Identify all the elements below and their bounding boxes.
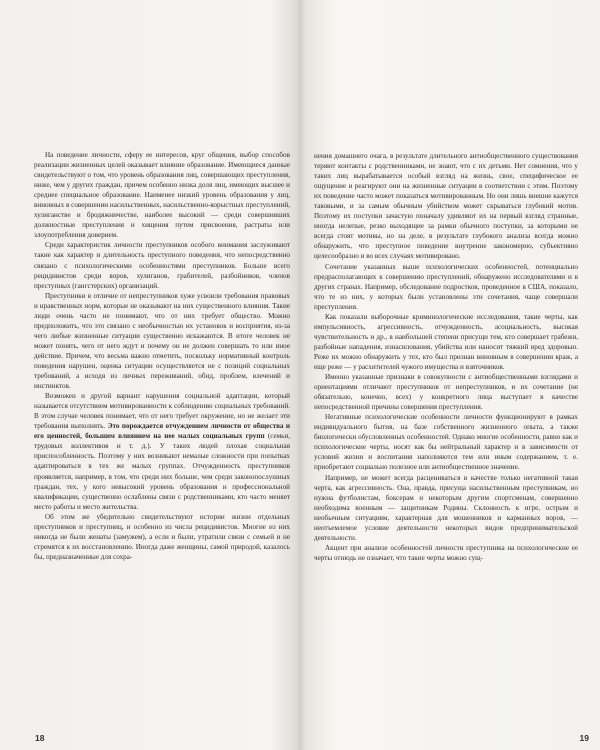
paragraph: Акцент при анализе особенностей личности преступника на психологические ее черты отнюдь не означает, что такие черты можно сущ- bbox=[314, 543, 578, 562]
paragraph: Сочетание указанных выше психологических особенностей, потенциально предрасполагающих к совершению преступлений, обнаружено исследователями и в других странах. Например, обследование подростков, проведенное в США, показало, что те из них, у которых были установлены эти сочетания, чаще совершали преступления. bbox=[314, 262, 578, 311]
left-text-column bbox=[34, 150, 290, 562]
paragraph-text: Возможен и другой вариант нарушения социальной адаптации, который называется отсутствием мотивированности к соблюдению социальных требований. В этом случае человек понимает, что от него требует окружение, но не желает эти требования выполнять. bbox=[34, 392, 290, 431]
paragraph: нения домашнего очага, в результате длительного антиобщественного существования теряют контакты с родственниками, не знают, что с их детьми. Нет сомнения, что у таких лиц вырабатывается особый взгляд на жизнь, свое, специфическое ее ощущение и реагируют они на жизненные ситуации в соответствии с этим. Поэтому их поведение часто может показаться мотивированным. Но они лишь внешне кажутся таковыми, и за самым обычным убийством может скрываться глубокий мотив. Поэтому их поступки зачастую поначалу удивляют их на первый взгляд странные, иногда нелепые, резко выходящие за рамки обычного поступки, за которыми не всегда стоят мотивы, но на деле, в результате глубокого анализа всегда можно обнаружить, что преступное поведение внутренне закономерно, субъективно целесообразно и во всех случаях мотивировано. bbox=[314, 152, 578, 261]
paragraph: На поведение личности, сферу ее интересов, круг общения, выбор способов реализации жизненных целей оказывает влияние образование. Имеющиеся данные свидетельствуют о том, что уровень образования лиц, совершающих преступления, ниже, чем у других граждан, причем особенно низка доля лиц, имеющих высшее и среднее специальное образование. Наименее низкий уровень образования у лиц, виновных в совершении насильственных, насильственно-корыстных преступлений, хулиганстве и бродяжничестве, наиболее высокий — среди совершивших должностные преступления и хищения путем присвоения, растраты или злоупотребления доверием. bbox=[34, 151, 290, 240]
paragraph: Преступники в отличие от непреступников хуже усвоили требования правовых и нравственных норм, которые не оказывают на них существенного влияния. Такие люди очень часто не понимают, что от них требует общество. Можно предположить, что это связано с необычностью их установок и восприятия, из-за чего любые жизненные ситуации существенно искажаются. В итоге человек не может понять, чего от него ждут и почему он не должен совершать то или иное действие. Причем, что весьма важно отметить, поскольку нормативный контроль поведения нарушен, оценка ситуации осуществляется не с позиций социальных требований, а исходя из личных переживаний, обид, проблем, влечений и инстинктов. bbox=[34, 291, 290, 391]
paragraph: Среди характеристик личности преступников особого внимания заслуживают такие как характер и длительность преступного поведения, что непосредственно связано с психологическими особенностями преступников. Больше всего рецидивистов среди воров, хулиганов, грабителей, разбойников, членов преступных (гангстерских) организаций. bbox=[34, 241, 290, 290]
paragraph-text: (семьи, трудовых коллективов и т. д.). У таких людей плохая социальная приспособленность. Поэтому у них возникают немалые сложности при попытках адаптироваться в тех же малых группах. Отчужденность преступников проявляется, например, в том, что среди них больше, чем среди законопослушных граждан, тех, у кого невысокий уровень образования и профессиональной квалификации, существенно ослаблены связи с родственниками, кто часто меняет место работы и место жительства. bbox=[34, 432, 290, 511]
paragraph: Например, не может всегда расцениваться в качестве только негативной такая черта, как агрессивность. Она, правда, присуща насильственным преступникам, но нужна футболистам, боксерам и некоторым другим спортсменам, совершенно необходима военным — защитникам Родины. Склонность к игре, острым и необычным ситуациям, характерная для мошенников и карманных воров, — неотъемлемое условие деятельности некоторых видов предпринимательской деятельности. bbox=[314, 473, 578, 542]
paragraph bbox=[34, 391, 290, 512]
page-number: 19 bbox=[579, 733, 589, 743]
paragraph: Именно указанные признаки в совокупности с антиобщественными взглядами и ориентациями отличают преступников от непреступников, и их сочетание (не обязательно, конечно, всех) у конкретного лица выступает в качестве непосредственной причины совершения преступления. bbox=[314, 373, 578, 412]
bold-emphasis: Это порождается отчуждением личности от общества и его ценностей, большим влиянием на нее малых социальных групп bbox=[34, 422, 291, 441]
page-number: 18 bbox=[35, 733, 45, 743]
right-text-column bbox=[314, 151, 578, 563]
paragraph: Об этом же убедительно свидетельствуют истории жизни отдельных преступников и преступниц, и особенно из числа рецидивистов. Многие из них никогда не были женаты (замужем), а если и были, утратили связи с семьей и не стремятся к их восстановлению. Иногда даже женщины, самой природой, казалось бы, предназначенные для сохра- bbox=[34, 512, 290, 561]
right-page bbox=[300, 0, 600, 750]
paragraph: Негативные психологические особенности личности функционируют в рамках индивидуального бытия, на базе собственного жизненного опыта, а также биологически обусловленных особенностей. Однако многие особенности, равно как и психологические черты, носят как бы нейтральный характер и в зависимости от условий жизни и воспитания наполняются тем или иным содержанием, т. е. приобретают социально полезное или антиобщественное значение. bbox=[314, 413, 578, 472]
paragraph: Как показали выборочные криминологические исследования, такие черты, как импульсивность, агрессивность, отчужденность, асоциальность, высокая чувствительность и др., в наибольшей степени присущи тем, кто совершает грабежи, разбойные нападения, изнасилования, убийства или наносит тяжкий вред здоровью. Реже их можно обнаружить у тех, кто был признан виновным в совершении краж, а еще реже — у расхитителей чужого имущества и взяточников. bbox=[314, 312, 578, 371]
